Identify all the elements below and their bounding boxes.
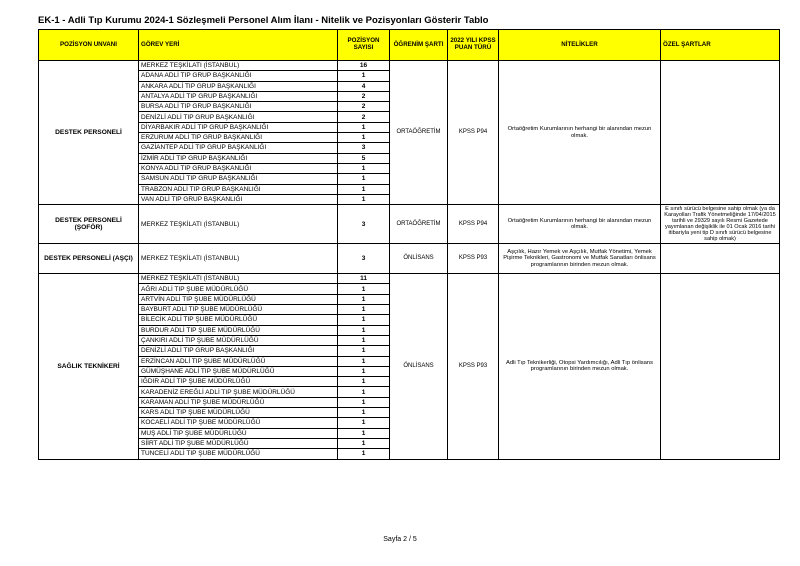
qualifications-text: Ortaöğretim Kurumlarının herhangi bir alanından mezun olmak.	[499, 61, 661, 205]
duty-location: SİİRT ADLİ TIP ŞUBE MÜDÜRLÜĞÜ	[139, 438, 338, 448]
duty-location: BAYBURT ADLİ TIP ŞUBE MÜDÜRLÜĞÜ	[139, 305, 338, 315]
position-title: DESTEK PERSONELİ (AŞÇI)	[39, 244, 139, 274]
position-count: 1	[338, 122, 390, 132]
position-count: 1	[338, 133, 390, 143]
header-kpss: 2022 YILI KPSS PUAN TÜRÜ	[448, 30, 499, 61]
position-count: 1	[338, 438, 390, 448]
duty-location: AĞRI ADLİ TIP ŞUBE MÜDÜRLÜĞÜ	[139, 284, 338, 294]
position-count: 1	[338, 335, 390, 345]
duty-location: IĞDIR ADLİ TIP ŞUBE MÜDÜRLÜĞÜ	[139, 377, 338, 387]
duty-location: ÇANKIRI ADLİ TIP ŞUBE MÜDÜRLÜĞÜ	[139, 335, 338, 345]
position-title: DESTEK PERSONELİ (ŞOFÖR)	[39, 205, 139, 244]
education-requirement: ORTAÖĞRETİM	[390, 61, 448, 205]
duty-location: MERKEZ TEŞKİLATI (İSTANBUL)	[139, 244, 338, 274]
qualifications-text: Adli Tıp Teknikerliği, Otopsi Yardımcılığı, Adli Tıp önlisans programlarının birinden mezun olmak.	[499, 274, 661, 459]
position-count: 1	[338, 397, 390, 407]
position-count: 1	[338, 449, 390, 459]
qualifications-text: Aşçılık, Hazır Yemek ve Aşçılık, Mutfak Yönetimi, Yemek Pişirme Teknikleri, Gastronomi ve Mutfak Sanatları önlisans programlarının birinden mezun olmak.	[499, 244, 661, 274]
header-count: POZİSYON SAYISI	[338, 30, 390, 61]
duty-location: TUNCELİ ADLİ TIP ŞUBE MÜDÜRLÜĞÜ	[139, 449, 338, 459]
duty-location: KONYA ADLİ TIP GRUP BAŞKANLIĞI	[139, 163, 338, 173]
position-count: 1	[338, 163, 390, 173]
position-count: 1	[338, 356, 390, 366]
header-special: ÖZEL ŞARTLAR	[661, 30, 780, 61]
position-count: 1	[338, 284, 390, 294]
education-requirement: ÖNLİSANS	[390, 274, 448, 459]
duty-location: MERKEZ TEŞKİLATI (İSTANBUL)	[139, 61, 338, 71]
position-count: 1	[338, 418, 390, 428]
duty-location: VAN ADLİ TIP GRUP BAŞKANLIĞI	[139, 194, 338, 204]
duty-location: KARAMAN ADLİ TIP ŞUBE MÜDÜRLÜĞÜ	[139, 397, 338, 407]
header-education: ÖĞRENİM ŞARTI	[390, 30, 448, 61]
kpss-score-type: KPSS P93	[448, 244, 499, 274]
duty-location: KARADENİZ EREĞLİ ADLİ TIP ŞUBE MÜDÜRLÜĞÜ	[139, 387, 338, 397]
position-count: 1	[338, 294, 390, 304]
positions-table	[38, 29, 780, 460]
position-count: 1	[338, 325, 390, 335]
position-count: 1	[338, 408, 390, 418]
position-title: SAĞLIK TEKNİKERİ	[39, 274, 139, 459]
header-position: POZİSYON UNVANI	[39, 30, 139, 61]
duty-location: BURSA ADLİ TIP GRUP BAŞKANLIĞI	[139, 102, 338, 112]
position-count: 1	[338, 71, 390, 81]
duty-location: BURDUR ADLİ TIP ŞUBE MÜDÜRLÜĞÜ	[139, 325, 338, 335]
position-count: 2	[338, 91, 390, 101]
duty-location: DİYARBAKIR ADLİ TIP GRUP BAŞKANLIĞI	[139, 122, 338, 132]
position-count: 3	[338, 205, 390, 244]
position-count: 4	[338, 81, 390, 91]
special-conditions-text: E sınıfı sürücü belgesine sahip olmak (ya da Karayolları Trafik Yönetmeliğinde 17/04/2015 tarihli ve 29329 sayılı Resmi Gazetede yayımlanan değişiklik ile 01 Ocak 2016 tarihi itibariyla yeni tip D sınıfı sürücü belgesine sahip olmak)	[661, 205, 780, 244]
position-count: 2	[338, 102, 390, 112]
position-count: 16	[338, 61, 390, 71]
position-count: 1	[338, 366, 390, 376]
position-count: 1	[338, 184, 390, 194]
position-count: 3	[338, 143, 390, 153]
duty-location: ERZURUM ADLİ TIP GRUP BAŞKANLIĞI	[139, 133, 338, 143]
table-body	[39, 61, 780, 460]
special-conditions-text	[661, 274, 780, 459]
table-row	[39, 61, 780, 71]
position-count: 1	[338, 315, 390, 325]
kpss-score-type: KPSS P94	[448, 61, 499, 205]
table-row	[39, 205, 780, 244]
duty-location: ADANA ADLİ TIP GRUP BAŞKANLIĞI	[139, 71, 338, 81]
position-count: 1	[338, 346, 390, 356]
position-count: 1	[338, 174, 390, 184]
position-count: 11	[338, 274, 390, 284]
position-title: DESTEK PERSONELİ	[39, 61, 139, 205]
page-number: Sayfa 2 / 5	[383, 536, 417, 543]
header-duty: GÖREV YERİ	[139, 30, 338, 61]
duty-location: BİLECİK ADLİ TIP ŞUBE MÜDÜRLÜĞÜ	[139, 315, 338, 325]
position-count: 1	[338, 377, 390, 387]
duty-location: SAMSUN ADLİ TIP GRUP BAŞKANLIĞI	[139, 174, 338, 184]
position-count: 1	[338, 305, 390, 315]
special-conditions-text	[661, 244, 780, 274]
table-header-row	[39, 30, 780, 61]
kpss-score-type: KPSS P94	[448, 205, 499, 244]
position-count: 1	[338, 387, 390, 397]
education-requirement: ORTAÖĞRETİM	[390, 205, 448, 244]
qualifications-text: Ortaöğretim Kurumlarının herhangi bir alanından mezun olmak.	[499, 205, 661, 244]
duty-location: MUŞ ADLİ TIP ŞUBE MÜDÜRLÜĞÜ	[139, 428, 338, 438]
duty-location: ERZİNCAN ADLİ TIP ŞUBE MÜDÜRLÜĞÜ	[139, 356, 338, 366]
position-count: 5	[338, 153, 390, 163]
position-count: 2	[338, 112, 390, 122]
duty-location: GAZİANTEP ADLİ TIP GRUP BAŞKANLIĞI	[139, 143, 338, 153]
duty-location: MERKEZ TEŞKİLATI (İSTANBUL)	[139, 205, 338, 244]
table-row	[39, 274, 780, 284]
duty-location: GÜMÜŞHANE ADLİ TIP ŞUBE MÜDÜRLÜĞÜ	[139, 366, 338, 376]
duty-location: ARTVİN ADLİ TIP ŞUBE MÜDÜRLÜĞÜ	[139, 294, 338, 304]
duty-location: İZMİR ADLİ TIP GRUP BAŞKANLIĞI	[139, 153, 338, 163]
duty-location: DENİZLİ ADLİ TIP GRUP BAŞKANLIĞI	[139, 346, 338, 356]
position-count: 1	[338, 428, 390, 438]
duty-location: DENİZLİ ADLİ TIP GRUP BAŞKANLIĞI	[139, 112, 338, 122]
education-requirement: ÖNLİSANS	[390, 244, 448, 274]
duty-location: ANTALYA ADLİ TIP GRUP BAŞKANLIĞI	[139, 91, 338, 101]
position-count: 3	[338, 244, 390, 274]
header-qualifications: NİTELİKLER	[499, 30, 661, 61]
duty-location: MERKEZ TEŞKİLATI (İSTANBUL)	[139, 274, 338, 284]
duty-location: KARS ADLİ TIP ŞUBE MÜDÜRLÜĞÜ	[139, 408, 338, 418]
duty-location: TRABZON ADLİ TIP GRUP BAŞKANLIĞI	[139, 184, 338, 194]
kpss-score-type: KPSS P93	[448, 274, 499, 459]
special-conditions-text	[661, 61, 780, 205]
table-row	[39, 244, 780, 274]
position-count: 1	[338, 194, 390, 204]
duty-location: KOCAELİ ADLİ TIP ŞUBE MÜDÜRLÜĞÜ	[139, 418, 338, 428]
document-title: EK-1 - Adli Tıp Kurumu 2024-1 Sözleşmeli Personel Alım İlanı - Nitelik ve Pozisyonları Gösterir Tablo	[38, 15, 489, 26]
duty-location: ANKARA ADLİ TIP GRUP BAŞKANLIĞI	[139, 81, 338, 91]
